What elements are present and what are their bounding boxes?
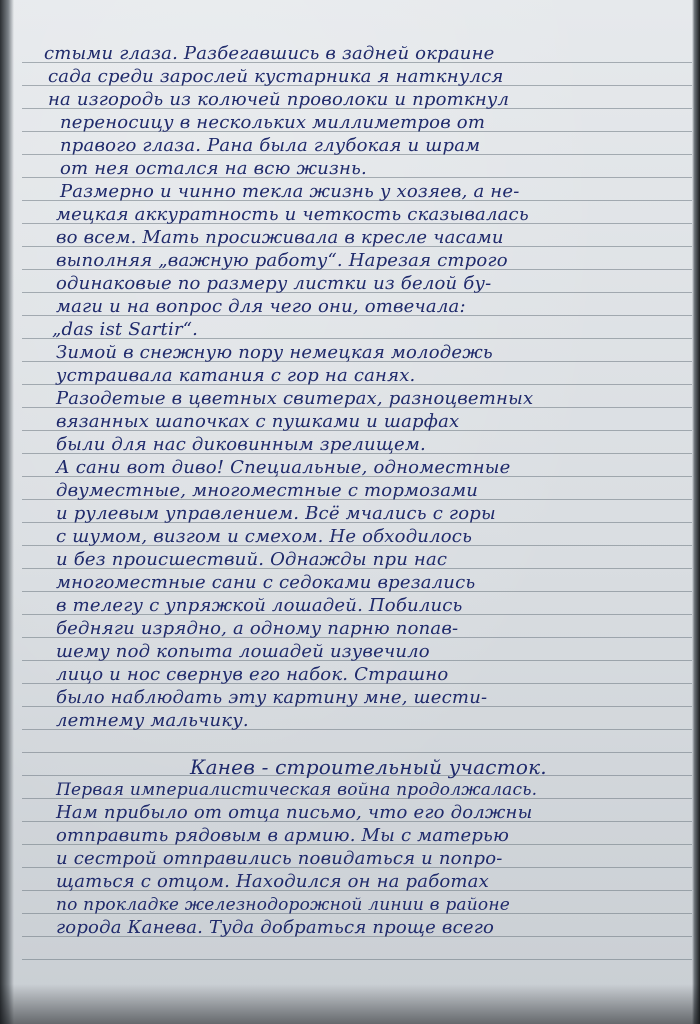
text-line: города Канева. Туда добраться проще всего — [56, 917, 495, 938]
text-line: было наблюдать эту картину мне, шести- — [56, 687, 488, 708]
text-line: Зимой в снежную пору немецкая молодежь — [56, 342, 493, 363]
text-line: в телегу с упряжкой лошадей. Побились — [56, 595, 463, 616]
text-line: на изгородь из колючей проволоки и проткнул — [48, 89, 510, 110]
text-line: шему под копыта лошадей изувечило — [56, 641, 430, 662]
binding-edge-shadow — [0, 0, 14, 1024]
text-line: Размерно и чинно текла жизнь у хозяев, а не- — [60, 181, 520, 202]
text-line: и рулевым управлением. Всё мчались с горы — [56, 503, 496, 524]
text-line: Разодетые в цветных свитерах, разноцветных — [56, 388, 534, 409]
section-heading: Канев - строительный участок. — [190, 755, 547, 779]
text-line: щаться с отцом. Находился он на работах — [56, 871, 489, 892]
text-line: мецкая аккуратность и четкость сказывалась — [56, 204, 529, 225]
text-line: от нея остался на всю жизнь. — [60, 158, 367, 179]
text-line: многоместные сани с седоками врезались — [56, 572, 476, 593]
text-line: с шумом, визгом и смехом. Не обходилось — [56, 526, 473, 547]
text-line: одинаковые по размеру листки из белой бу- — [56, 273, 492, 294]
text-line: Первая империалистическая война продолжалась. — [56, 780, 538, 800]
text-line: маги и на вопрос для чего они, отвечала: — [56, 296, 466, 317]
text-line: двуместные, многоместные с тормозами — [56, 480, 479, 501]
text-line: во всем. Мать просиживала в кресле часами — [56, 227, 504, 248]
text-line: стыми глаза. Разбегавшись в задней окраине — [44, 43, 495, 64]
text-line: были для нас диковинным зрелищем. — [56, 434, 426, 455]
page-right-edge — [692, 0, 700, 1024]
text-line: и без происшествий. Однажды при нас — [56, 549, 448, 570]
text-line: выполняя „важную работу“. Нарезая строго — [56, 250, 508, 271]
text-line: правого глаза. Рана была глубокая и шрам — [60, 135, 481, 156]
text-line: переносицу в нескольких миллиметров от — [60, 112, 486, 133]
ruled-line — [22, 959, 692, 960]
text-line: бедняги изрядно, а одному парню попав- — [56, 618, 459, 639]
text-line: и сестрой отправились повидаться и попро- — [56, 848, 503, 869]
text-line: по прокладке железнодорожной линии в районе — [56, 895, 510, 915]
text-line: сада среди зарослей кустарника я наткнулся — [48, 66, 504, 87]
text-line: лицо и нос свернув его набок. Страшно — [56, 664, 449, 685]
text-line: „das ist Sartir“. — [52, 319, 199, 340]
text-line: А сани вот диво! Специальные, одноместные — [56, 457, 511, 478]
ruled-line — [22, 752, 692, 753]
text-line: отправить рядовым в армию. Мы с матерью — [56, 825, 510, 846]
text-line: Нам прибыло от отца письмо, что его должны — [56, 802, 533, 823]
text-line: вязанных шапочках с пушками и шарфах — [56, 411, 460, 432]
page-bottom-shadow — [0, 984, 700, 1024]
text-line: летнему мальчику. — [56, 710, 249, 731]
text-line: устраивала катания с гор на санях. — [56, 365, 416, 386]
